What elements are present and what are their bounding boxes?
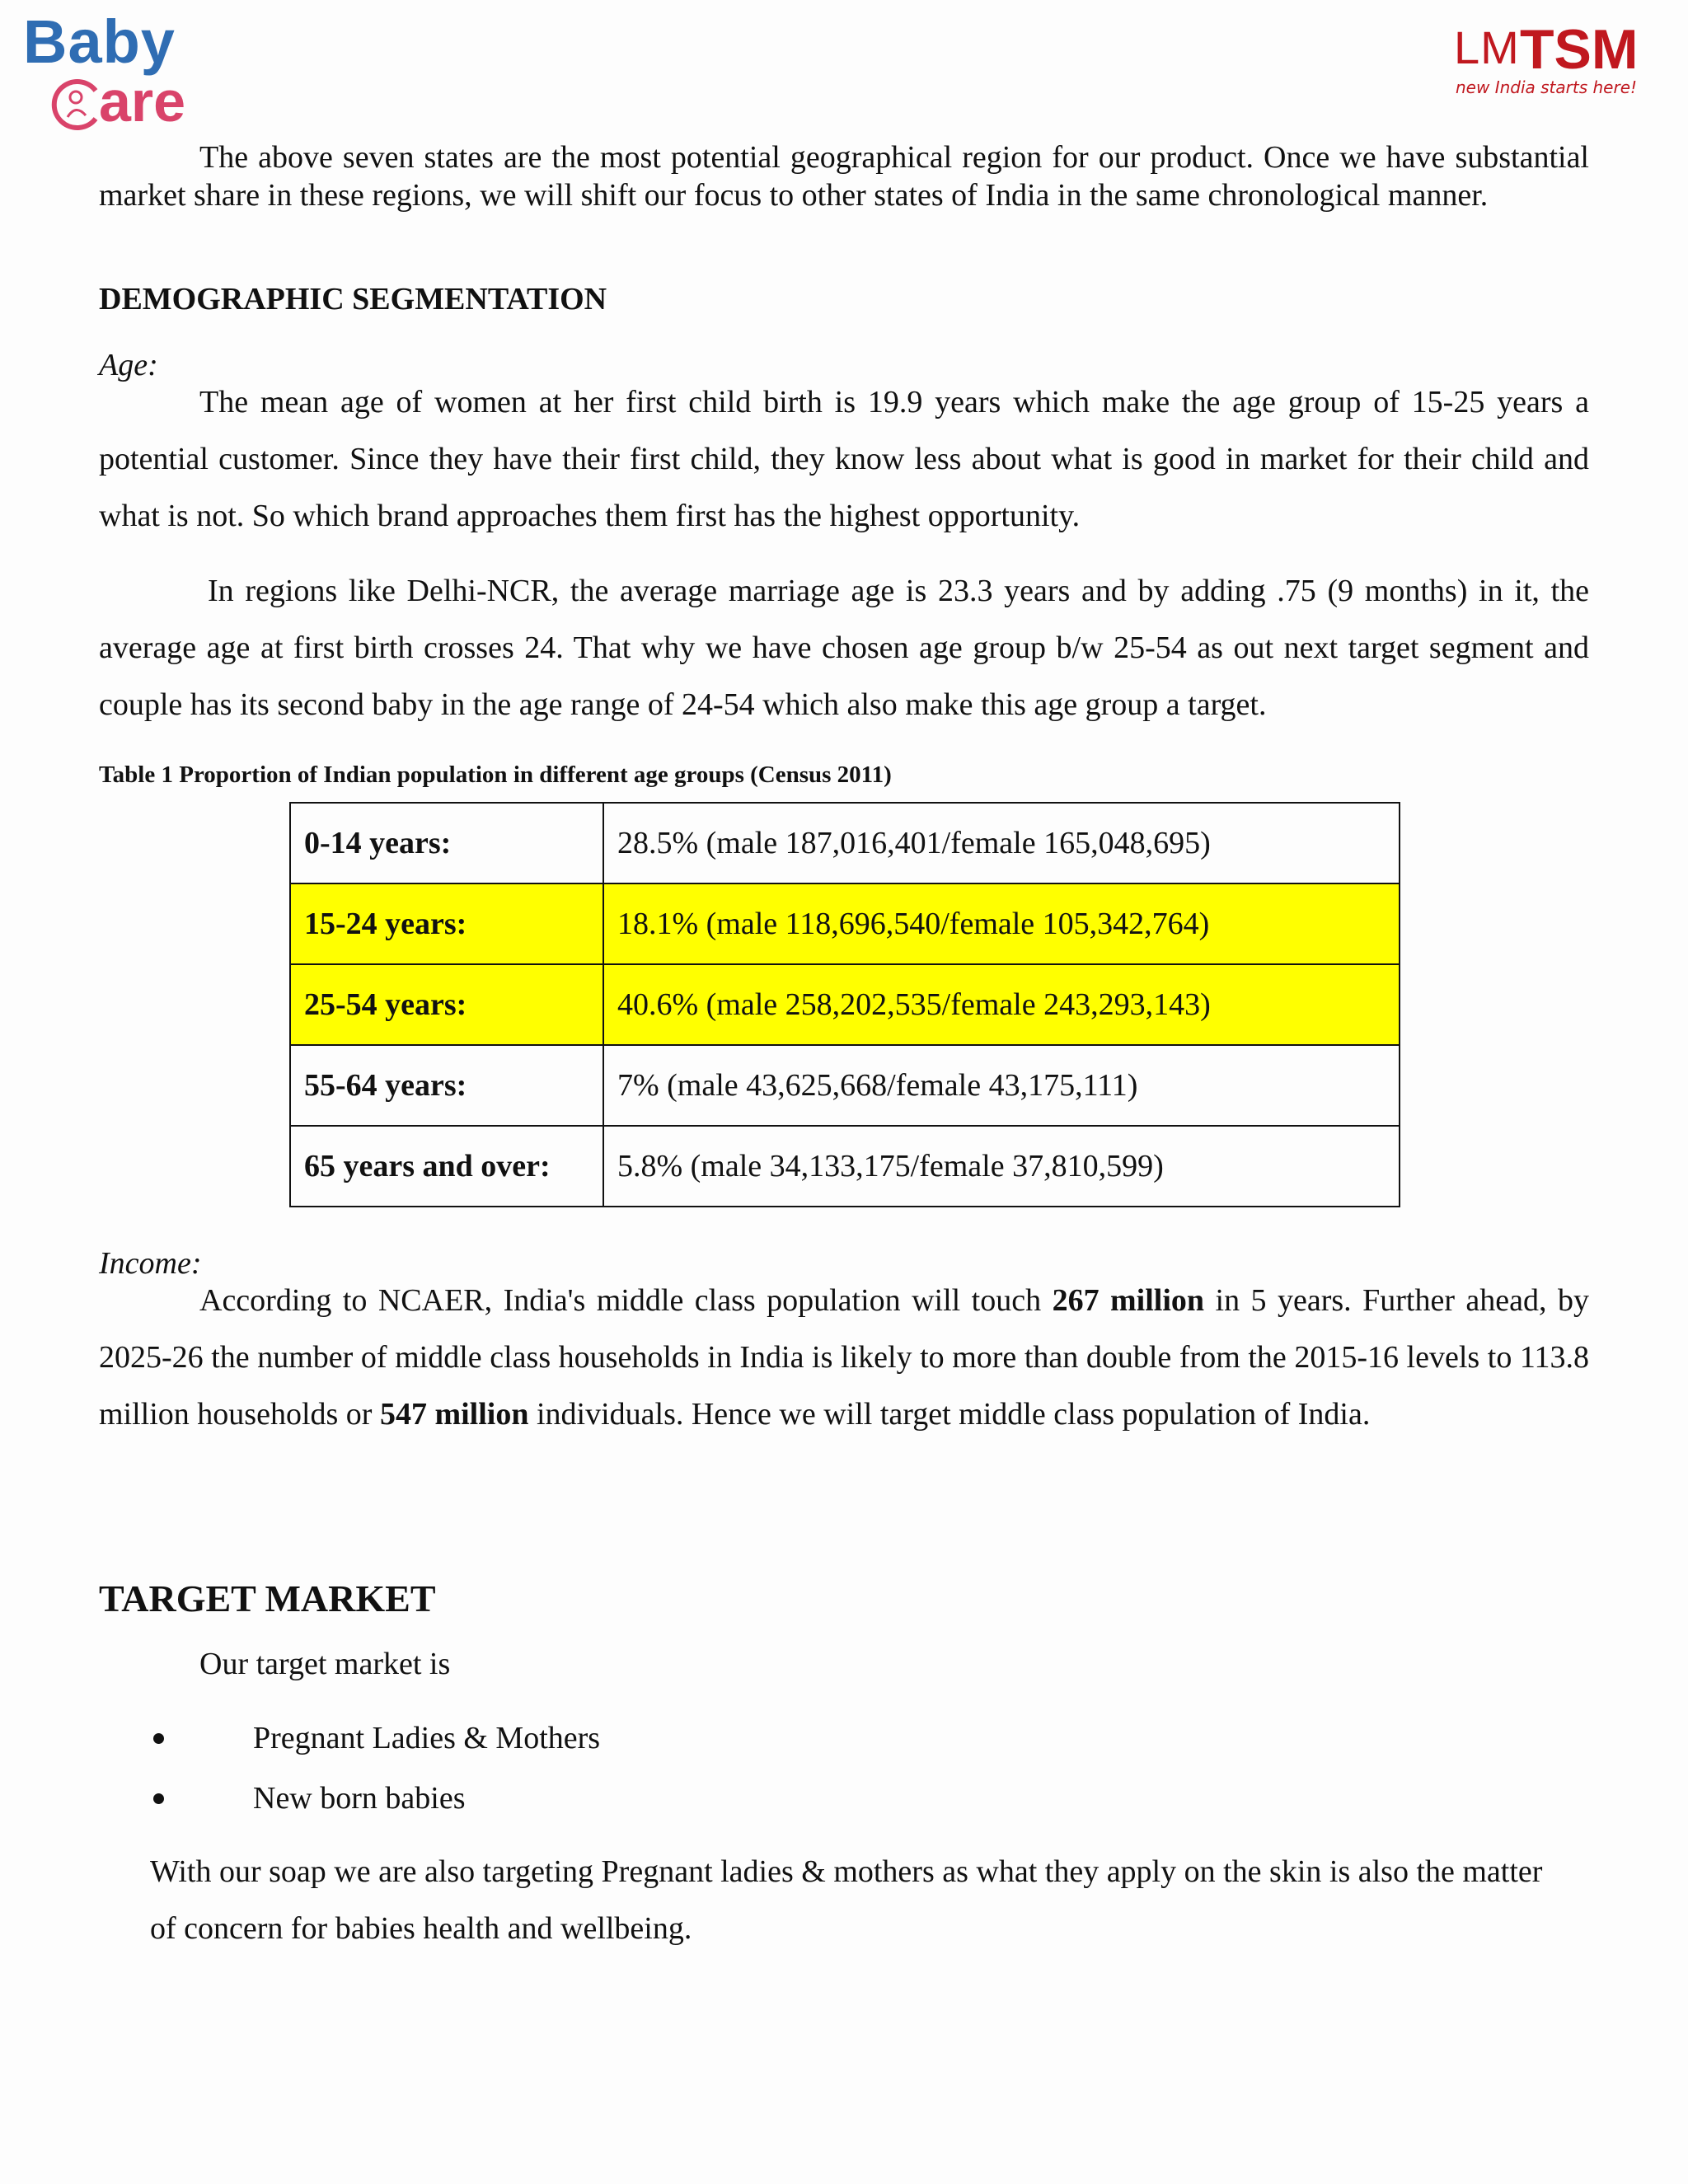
target-market-list — [153, 1708, 600, 1829]
age-group-cell: 0-14 years: — [290, 803, 603, 883]
table-row — [290, 1045, 1400, 1126]
logo-lm-text: LM — [1454, 21, 1520, 73]
age-group-cell: 25-54 years: — [290, 964, 603, 1045]
table-caption: Table 1 Proportion of Indian population in different age groups (Census 2011) — [99, 762, 892, 788]
table-row-highlighted — [290, 883, 1400, 964]
age-population-table — [289, 802, 1400, 1207]
list-item — [153, 1708, 600, 1769]
income-text-e: individuals. Hence we will target middle class population of India. — [528, 1397, 1371, 1432]
age-group-cell: 55-64 years: — [290, 1045, 603, 1126]
target-market-closing: With our soap we are also targeting Pregnant ladies & mothers as what they apply on the skin is also the matter of concern for babies health and wellbeing. — [150, 1854, 1543, 1946]
population-cell: 40.6% (male 258,202,535/female 243,293,143) — [603, 964, 1400, 1045]
income-figure-267: 267 million — [1052, 1283, 1205, 1318]
age-group-cell: 15-24 years: — [290, 883, 603, 964]
income-text-c: in 5 years. Further ahead, by 2025-26 the number of middle class households in India is likely to more than double from the 2015-16 levels to 113.8 million households or — [99, 1283, 1589, 1432]
age-label: Age: — [99, 348, 158, 382]
age-group-cell: 65 years and over: — [290, 1126, 603, 1207]
age-paragraph-1: The mean age of women at her first child birth is 19.9 years which make the age group of 15-25 years a potential customer. Since they have their first child, they know less about what is good in market for their child and what is not. So which brand approaches them first has the highest opportunity. — [99, 385, 1589, 533]
logo-tsm-text: TSM — [1520, 18, 1639, 81]
income-label: Income: — [99, 1246, 202, 1281]
population-cell: 18.1% (male 118,696,540/female 105,342,764) — [603, 883, 1400, 964]
bullet-icon — [153, 1793, 164, 1804]
intro-paragraph: The above seven states are the most potential geographical region for our product. Once we have substantial market share in these regions, we will shift our focus to other states of India in the same chronological manner. — [99, 140, 1589, 213]
logo-tagline: new India starts here! — [1456, 77, 1638, 97]
logo-word-are: are — [99, 69, 186, 134]
list-item-label: New born babies — [253, 1781, 466, 1816]
babycare-logo — [23, 7, 204, 135]
target-market-heading: TARGET MARKET — [99, 1577, 436, 1619]
age-paragraph-2: In regions like Delhi-NCR, the average marriage age is 23.3 years and by adding .75 (9 months) in it, the average age at first birth crosses 24. That why we have chosen age group b/w 25-54 as out next target segment and couple has its second baby in the age range of 24-54 which also make this age group a target. — [99, 574, 1589, 722]
population-cell: 7% (male 43,625,668/female 43,175,111) — [603, 1045, 1400, 1126]
baby-c-icon — [48, 76, 106, 134]
population-cell: 28.5% (male 187,016,401/female 165,048,695) — [603, 803, 1400, 883]
lmtsm-logo — [1451, 18, 1673, 107]
income-paragraph — [99, 1272, 1589, 1443]
bullet-icon — [153, 1733, 164, 1744]
logo-word-baby: Baby — [23, 7, 176, 76]
table-row — [290, 1126, 1400, 1207]
income-figure-547: 547 million — [379, 1397, 529, 1432]
list-item — [153, 1769, 600, 1829]
target-market-intro: Our target market is — [199, 1647, 451, 1681]
income-text-a: According to NCAER, India's middle class population will touch — [199, 1283, 1053, 1318]
list-item-label: Pregnant Ladies & Mothers — [253, 1721, 601, 1755]
population-cell: 5.8% (male 34,133,175/female 37,810,599) — [603, 1126, 1400, 1207]
table-row-highlighted — [290, 964, 1400, 1045]
table-row — [290, 803, 1400, 883]
demographic-heading: DEMOGRAPHIC SEGMENTATION — [99, 282, 607, 316]
